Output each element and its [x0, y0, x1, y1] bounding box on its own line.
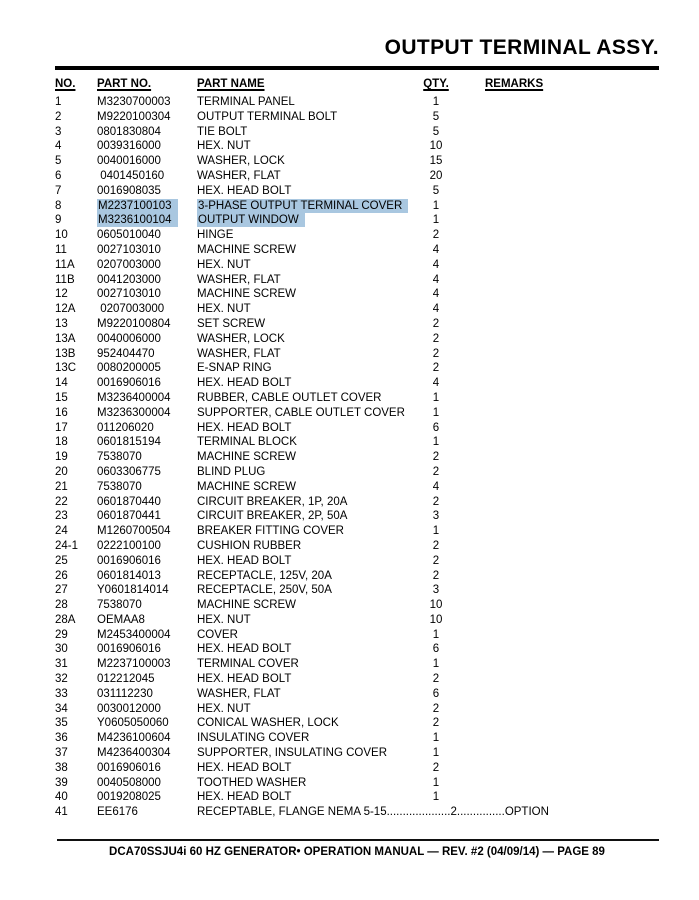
- cell-part-no: M1260700504: [97, 525, 171, 538]
- cell-no: 22: [55, 495, 68, 508]
- cell-part-no: 0601870441: [97, 510, 161, 523]
- cell-part-no: Y0601814014: [97, 584, 169, 597]
- cell-part-name: COVER: [197, 628, 238, 641]
- table-row: [55, 731, 659, 746]
- cell-no: 31: [55, 658, 68, 671]
- cell-part-no: 952404470: [97, 347, 155, 360]
- cell-part-no: M3236300004: [97, 406, 171, 419]
- cell-no: 33: [55, 687, 68, 700]
- cell-qty: 2: [432, 495, 440, 508]
- table-row: [55, 228, 659, 243]
- table-row: [55, 258, 659, 273]
- cell-qty: 2: [432, 229, 440, 242]
- cell-part-name: TOOTHED WASHER: [197, 776, 307, 789]
- cell-no: 34: [55, 702, 68, 715]
- cell-part-name: [197, 199, 416, 214]
- table-row: [55, 613, 659, 628]
- table-row: [55, 776, 659, 791]
- cell-part-name: HEX. HEAD BOLT: [197, 643, 292, 656]
- col-header-part-no: PART NO.: [97, 78, 152, 90]
- cell-no: 13A: [55, 332, 76, 345]
- table-row: [55, 642, 659, 657]
- cell-part-name: HEX. HEAD BOLT: [197, 377, 292, 390]
- cell-part-name: RECEPTACLE, 250V, 50A: [197, 584, 332, 597]
- cell-qty: 6: [432, 643, 440, 656]
- cell-part-no: 0040508000: [97, 776, 161, 789]
- cell-no: 28: [55, 599, 68, 612]
- cell-part-name: CONICAL WASHER, LOCK: [197, 717, 339, 730]
- cell-no: 19: [55, 451, 68, 464]
- cell-qty: 2: [432, 451, 440, 464]
- cell-no: 11B: [55, 273, 75, 286]
- cell-part-no: 7538070: [97, 451, 142, 464]
- cell-qty: 2: [432, 673, 440, 686]
- cell-no: 3: [55, 125, 62, 138]
- table-row: [55, 554, 659, 569]
- cell-no: 8: [55, 199, 62, 212]
- cell-no: 9: [55, 214, 62, 227]
- cell-part-name: INSULATING COVER: [197, 732, 310, 745]
- cell-part-no: 0016906016: [97, 377, 161, 390]
- cell-qty: 10: [429, 599, 443, 612]
- page-footer: DCA70SSJU4i 60 HZ GENERATOR• OPERATION MANUAL — REV. #2 (04/09/14) — PAGE 89: [109, 846, 605, 858]
- cell-part-no: 0019208025: [97, 791, 161, 804]
- highlight: M2237100103: [97, 199, 178, 213]
- cell-part-no: 0401450160: [97, 169, 165, 182]
- cell-part-no: EE6176: [97, 806, 138, 819]
- cell-qty: 2: [432, 539, 440, 552]
- table-row: [55, 199, 659, 214]
- cell-qty: 1: [432, 406, 440, 419]
- col-header-part-name: PART NAME: [197, 78, 265, 90]
- cell-part-no: M2453400004: [97, 628, 171, 641]
- page-title: OUTPUT TERMINAL ASSY.: [384, 36, 659, 59]
- col-header-no: NO.: [55, 78, 76, 90]
- table-row: [55, 125, 659, 140]
- cell-part-name: TERMINAL PANEL: [197, 96, 295, 108]
- cell-qty: 4: [432, 243, 440, 256]
- cell-part-name: CIRCUIT BREAKER, 1P, 20A: [197, 495, 348, 508]
- cell-part-name: HEX. HEAD BOLT: [197, 761, 292, 774]
- cell-part-no: 0801830804: [97, 125, 161, 138]
- cell-no: 14: [55, 377, 68, 390]
- table-row: [55, 539, 659, 554]
- cell-part-no: 7538070: [97, 480, 142, 493]
- table-row: [55, 583, 659, 598]
- cell-part-name: HEX. NUT: [197, 303, 251, 316]
- table-row: [55, 302, 659, 317]
- cell-part-no: 0040006000: [97, 332, 161, 345]
- cell-part-name: HEX. NUT: [197, 140, 251, 153]
- cell-no: 15: [55, 391, 68, 404]
- cell-qty: 2: [432, 569, 440, 582]
- cell-qty: 1: [432, 732, 440, 745]
- cell-qty: 4: [432, 258, 440, 271]
- cell-no: 18: [55, 436, 68, 449]
- table-row: [55, 332, 659, 347]
- cell-part-no: 0080200005: [97, 362, 161, 375]
- cell-part-no: M4236100604: [97, 732, 171, 745]
- table-row: [55, 716, 659, 731]
- cell-no: 10: [55, 229, 68, 242]
- cell-qty: 2: [432, 465, 440, 478]
- cell-part-name: MACHINE SCREW: [197, 243, 297, 256]
- cell-qty: 1: [432, 791, 440, 804]
- cell-qty: 1: [432, 199, 440, 212]
- cell-part-name: BLIND PLUG: [197, 465, 266, 478]
- cell-part-name: WASHER, FLAT: [197, 169, 281, 182]
- table-row: [55, 347, 659, 362]
- cell-qty: 10: [429, 613, 443, 626]
- cell-part-no: 031112230: [97, 687, 153, 700]
- cell-part-no: 011206020: [97, 421, 154, 434]
- table-row: [55, 213, 659, 228]
- table-row: [55, 465, 659, 480]
- cell-part-no: 0601814013: [97, 569, 161, 582]
- cell-part-name: MACHINE SCREW: [197, 480, 297, 493]
- cell-part-name: TERMINAL BLOCK: [197, 436, 297, 449]
- cell-no: 13: [55, 317, 68, 330]
- cell-qty: 1: [432, 96, 440, 108]
- table-row: [55, 95, 659, 110]
- cell-qty: 1: [432, 658, 440, 671]
- table-row: [55, 746, 659, 761]
- cell-part-name: WASHER, FLAT: [197, 347, 281, 360]
- cell-part-no: 0016906016: [97, 554, 161, 567]
- cell-qty: 1: [432, 776, 440, 789]
- cell-qty: 2: [432, 761, 440, 774]
- parts-table: [55, 78, 659, 820]
- cell-part-name: WASHER, FLAT: [197, 687, 281, 700]
- cell-part-no: 0601870440: [97, 495, 161, 508]
- cell-qty: 5: [432, 125, 440, 138]
- cell-part-no: 0016908035: [97, 184, 161, 197]
- table-row: [55, 495, 659, 510]
- cell-part-no: 0207003000: [97, 303, 165, 316]
- cell-no: 11: [55, 243, 67, 256]
- cell-qty: 2: [432, 554, 440, 567]
- cell-part-no: 0207003000: [97, 258, 161, 271]
- cell-no: 13B: [55, 347, 76, 360]
- table-row: [55, 569, 659, 584]
- cell-part-no: Y0605050060: [97, 717, 169, 730]
- table-row: [55, 509, 659, 524]
- table-row: [55, 524, 659, 539]
- cell-no: 12: [55, 288, 68, 301]
- table-row: [55, 435, 659, 450]
- cell-qty: 20: [429, 169, 443, 182]
- highlight: M3236100104: [97, 213, 178, 227]
- cell-qty: 6: [432, 687, 440, 700]
- title-rule: [55, 66, 659, 70]
- cell-part-name: HEX. NUT: [197, 258, 251, 271]
- cell-part-no: 0027103010: [97, 288, 161, 301]
- cell-qty: 2: [432, 362, 440, 375]
- cell-part-no: 0603306775: [97, 465, 161, 478]
- table-row: [55, 761, 659, 776]
- cell-part-no: OEMAA8: [97, 613, 145, 626]
- cell-qty: 2: [432, 717, 440, 730]
- cell-part-name: HEX. HEAD BOLT: [197, 791, 292, 804]
- cell-no: 39: [55, 776, 68, 789]
- cell-part-no: 0039316000: [97, 140, 161, 153]
- cell-part-no: M2237100003: [97, 658, 171, 671]
- cell-no: 1: [55, 96, 62, 108]
- cell-part-name: HEX. HEAD BOLT: [197, 554, 292, 567]
- cell-qty: 4: [432, 303, 440, 316]
- cell-qty: 1: [432, 391, 440, 404]
- cell-part-no: 0030012000: [97, 702, 161, 715]
- cell-part-no: 0222100100: [97, 539, 161, 552]
- table-header-row: [55, 78, 659, 95]
- cell-part-name: HEX. NUT: [197, 702, 251, 715]
- cell-no: 7: [55, 184, 62, 197]
- cell-no: 21: [55, 480, 68, 493]
- table-row: [55, 273, 659, 288]
- cell-part-no: 0016906016: [97, 643, 161, 656]
- cell-part-name: WASHER, LOCK: [197, 332, 285, 345]
- cell-part-name: MACHINE SCREW: [197, 288, 297, 301]
- table-row: [55, 450, 659, 465]
- cell-part-no: 7538070: [97, 599, 142, 612]
- cell-qty: 4: [432, 377, 440, 390]
- cell-qty: 15: [429, 155, 443, 168]
- cell-no: 40: [55, 791, 68, 804]
- cell-no: 17: [55, 421, 68, 434]
- cell-part-no: 0016906016: [97, 761, 161, 774]
- table-row: [55, 287, 659, 302]
- table-row: [55, 480, 659, 495]
- cell-part-no: M4236400304: [97, 747, 171, 760]
- cell-no: 28A: [55, 613, 76, 626]
- cell-part-name: HEX. HEAD BOLT: [197, 421, 292, 434]
- table-row: [55, 391, 659, 406]
- cell-qty: 3: [432, 510, 440, 523]
- cell-qty: 4: [432, 288, 440, 301]
- table-row: [55, 657, 659, 672]
- cell-qty: 5: [432, 184, 440, 197]
- table-row: [55, 628, 659, 643]
- cell-qty: 5: [432, 110, 440, 123]
- table-row: [55, 243, 659, 258]
- cell-part-name: SET SCREW: [197, 317, 266, 330]
- cell-qty: 2: [432, 702, 440, 715]
- col-header-qty: QTY.: [423, 78, 449, 90]
- cell-part-no: 0601815194: [97, 436, 161, 449]
- cell-qty: 2: [432, 332, 440, 345]
- footer-rule: [57, 839, 659, 841]
- table-row: [55, 110, 659, 125]
- cell-no: 2: [55, 110, 62, 123]
- cell-no: 24-1: [55, 539, 79, 552]
- cell-no: 35: [55, 717, 68, 730]
- cell-part-name: RECEPTABLE, FLANGE NEMA 5-15....................2...............OPTION: [197, 806, 549, 819]
- cell-part-no: 0027103010: [97, 243, 161, 256]
- cell-no: 5: [55, 155, 62, 168]
- table-row: [55, 361, 659, 376]
- table-row: [55, 184, 659, 199]
- cell-part-no: M9220100804: [97, 317, 171, 330]
- cell-no: 30: [55, 643, 68, 656]
- table-row: [55, 406, 659, 421]
- cell-qty: 1: [432, 214, 440, 227]
- cell-qty: 1: [432, 436, 440, 449]
- cell-part-name: TIE BOLT: [197, 125, 248, 138]
- cell-no: 6: [55, 169, 62, 182]
- cell-qty: 6: [432, 421, 440, 434]
- cell-no: 24: [55, 525, 68, 538]
- cell-part-name: CUSHION RUBBER: [197, 539, 302, 552]
- cell-part-name: WASHER, LOCK: [197, 155, 285, 168]
- cell-no: 13C: [55, 362, 77, 375]
- cell-part-name: CIRCUIT BREAKER, 2P, 50A: [197, 510, 348, 523]
- cell-part-name: MACHINE SCREW: [197, 451, 297, 464]
- cell-qty: 2: [432, 317, 440, 330]
- table-row: [55, 687, 659, 702]
- table-row: [55, 805, 659, 820]
- cell-part-no: 012212045: [97, 673, 155, 686]
- col-header-remarks: REMARKS: [485, 78, 544, 90]
- cell-no: 23: [55, 510, 68, 523]
- cell-no: 27: [55, 584, 68, 597]
- table-row: [55, 702, 659, 717]
- table-row: [55, 154, 659, 169]
- cell-part-no: [97, 213, 197, 228]
- cell-part-name: HEX. HEAD BOLT: [197, 673, 292, 686]
- cell-part-name: SUPPORTER, CABLE OUTLET COVER: [197, 406, 405, 419]
- cell-part-name: [197, 213, 416, 228]
- table-row: [55, 317, 659, 332]
- cell-qty: 4: [432, 273, 440, 286]
- parts-table-body: [55, 95, 659, 820]
- table-row: [55, 139, 659, 154]
- cell-part-name: BREAKER FITTING COVER: [197, 525, 344, 538]
- cell-no: 12A: [55, 303, 76, 316]
- cell-part-name: HEX. HEAD BOLT: [197, 184, 292, 197]
- cell-qty: 1: [432, 525, 440, 538]
- cell-part-no: 0041203000: [97, 273, 161, 286]
- table-row: [55, 421, 659, 436]
- cell-no: 32: [55, 673, 68, 686]
- cell-part-name: SUPPORTER, INSULATING COVER: [197, 747, 387, 760]
- cell-part-no: M3230700003: [97, 96, 171, 108]
- cell-no: 38: [55, 761, 68, 774]
- cell-part-no: 0605010040: [97, 229, 161, 242]
- cell-part-name: HEX. NUT: [197, 613, 251, 626]
- table-row: [55, 672, 659, 687]
- cell-part-name: HINGE: [197, 229, 234, 242]
- cell-part-no: M3236400004: [97, 391, 171, 404]
- cell-no: 16: [55, 406, 68, 419]
- table-row: [55, 169, 659, 184]
- cell-part-name: E-SNAP RING: [197, 362, 272, 375]
- cell-qty: 2: [432, 347, 440, 360]
- cell-no: 4: [55, 140, 62, 153]
- table-row: [55, 790, 659, 805]
- cell-qty: 10: [429, 140, 443, 153]
- cell-no: 41: [55, 806, 68, 819]
- table-row: [55, 376, 659, 391]
- cell-part-no: [97, 199, 197, 214]
- cell-no: 20: [55, 465, 68, 478]
- highlight: 3-PHASE OUTPUT TERMINAL COVER: [197, 199, 408, 213]
- cell-no: 37: [55, 747, 68, 760]
- table-row: [55, 598, 659, 613]
- cell-part-name: WASHER, FLAT: [197, 273, 281, 286]
- cell-no: 11A: [55, 258, 75, 271]
- cell-qty: 3: [432, 584, 440, 597]
- cell-part-name: MACHINE SCREW: [197, 599, 297, 612]
- cell-qty: 1: [432, 628, 440, 641]
- cell-qty: 1: [432, 747, 440, 760]
- cell-no: 26: [55, 569, 68, 582]
- cell-part-name: RECEPTACLE, 125V, 20A: [197, 569, 332, 582]
- cell-no: 25: [55, 554, 68, 567]
- cell-no: 36: [55, 732, 68, 745]
- cell-part-name: RUBBER, CABLE OUTLET COVER: [197, 391, 382, 404]
- cell-part-name: TERMINAL COVER: [197, 658, 299, 671]
- cell-part-no: M9220100304: [97, 110, 171, 123]
- cell-part-name: OUTPUT TERMINAL BOLT: [197, 110, 338, 123]
- highlight: OUTPUT WINDOW: [197, 213, 305, 227]
- cell-no: 29: [55, 628, 68, 641]
- cell-part-no: 0040016000: [97, 155, 161, 168]
- cell-qty: 4: [432, 480, 440, 493]
